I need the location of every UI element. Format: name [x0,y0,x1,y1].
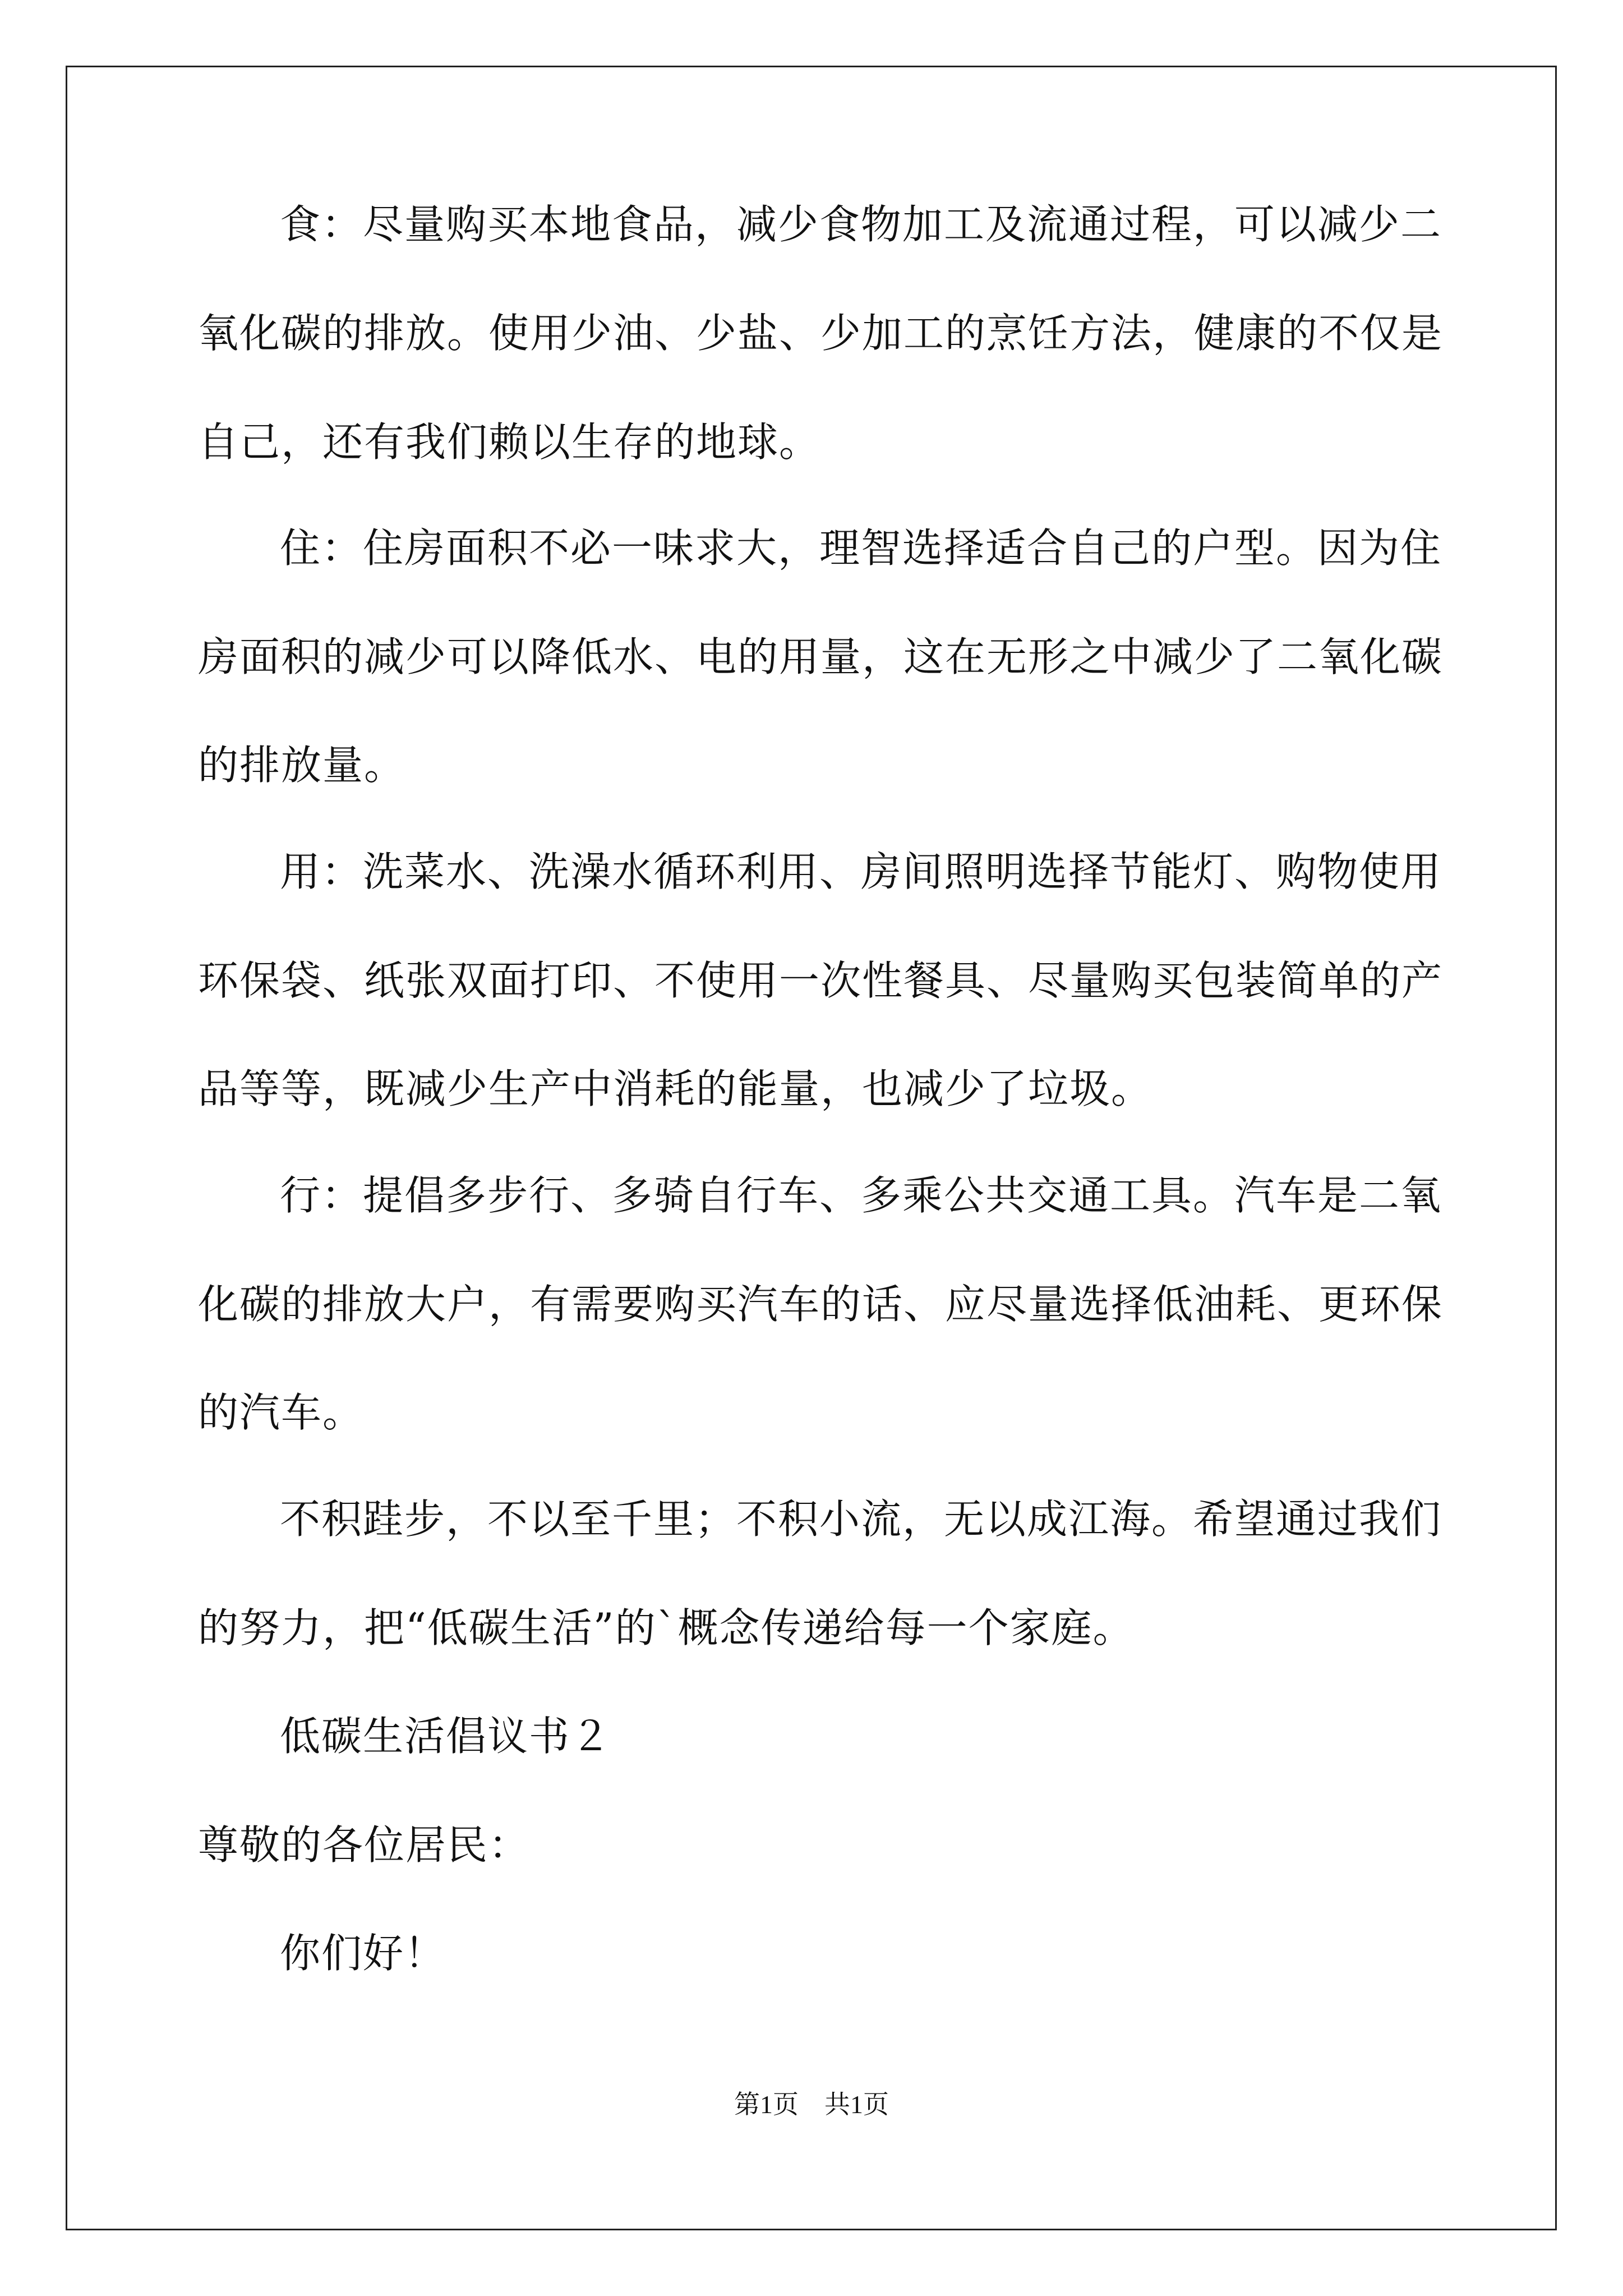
paragraph-housing-line-3: 的排放量。 [198,742,406,789]
paragraph-use-line-1: 用：洗菜水、洗澡水循环利用、房间照明选择节能灯、购物使用 [280,848,1442,895]
paragraph-travel-line-3: 的汽车。 [198,1389,365,1436]
page-number-footer: 第1页 共1页 [734,2090,889,2119]
paragraph-food-line-2: 氧化碳的排放。使用少油、少盐、少加工的烹饪方法，健康的不仅是 [198,310,1444,357]
paragraph-housing-line-2: 房面积的减少可以降低水、电的用量，这在无形之中减少了二氧化碳 [198,633,1444,680]
paragraph-closing-line-2: 的努力，把“低碳生活”的`概念传递给每一个家庭。 [198,1604,1135,1651]
paragraph-travel-line-1: 行：提倡多步行、多骑自行车、多乘公共交通工具。汽车是二氧 [280,1172,1442,1219]
section-title-2: 低碳生活倡议书２ [280,1713,612,1760]
greeting-line: 你们好！ [280,1930,446,1977]
paragraph-food-line-1: 食：尽量购买本地食品，减少食物加工及流通过程，可以减少二 [280,201,1442,248]
page-border [66,66,1557,2230]
paragraph-closing-line-1: 不积跬步，不以至千里；不积小流，无以成江海。希望通过我们 [280,1496,1442,1543]
paragraph-use-line-3: 品等等，既减少生产中消耗的能量，也减少了垃圾。 [198,1065,1153,1112]
paragraph-food-line-3: 自己，还有我们赖以生存的地球。 [198,418,821,466]
paragraph-use-line-2: 环保袋、纸张双面打印、不使用一次性餐具、尽量购买包装简单的产 [198,957,1444,1004]
paragraph-travel-line-2: 化碳的排放大户，有需要购买汽车的话、应尽量选择低油耗、更环保 [198,1281,1444,1328]
paragraph-housing-line-1: 住：住房面积不必一味求大，理智选择适合自己的户型。因为住 [280,524,1442,572]
salutation-line: 尊敬的各位居民： [198,1821,531,1869]
